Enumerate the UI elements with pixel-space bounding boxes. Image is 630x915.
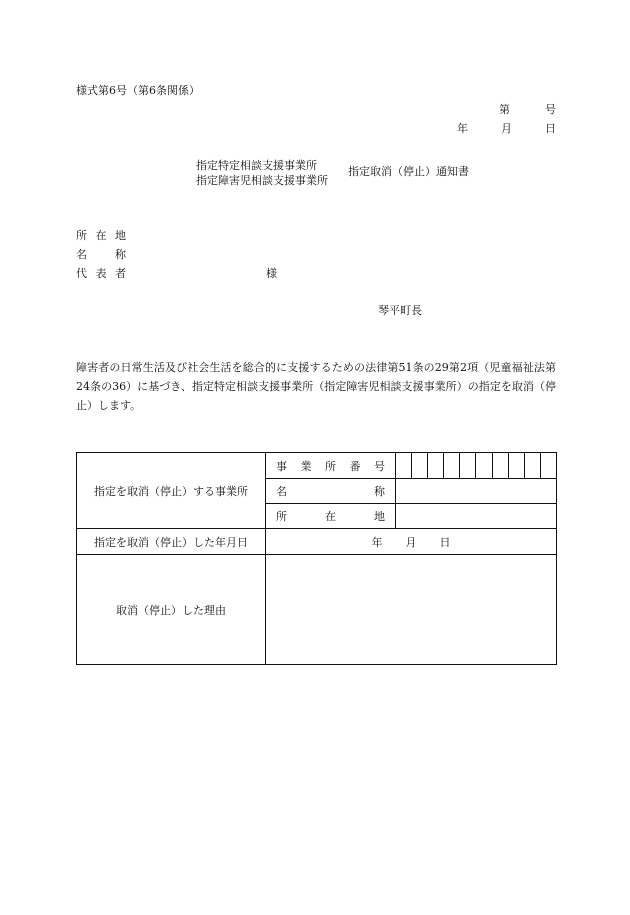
reason-value[interactable]	[266, 555, 557, 665]
office-address-value[interactable]	[396, 504, 557, 529]
office-name-value[interactable]	[396, 479, 557, 504]
title-line1: 指定特定相談支援事業所	[196, 159, 317, 172]
office-address-label: 所 在 地	[266, 504, 396, 529]
details-table	[76, 452, 557, 665]
document-number	[499, 103, 556, 117]
date-month: 月	[501, 122, 512, 135]
body-text: 障害者の日常生活及び社会生活を総合的に支援するための法律第51条の29第2項（児童福祉法第24条の36）に基づき、指定特定相談支援事業所（指定障害児相談支援事業所）の指定を取消（停止）します。	[76, 361, 556, 412]
address-label: 所 在 地	[76, 229, 126, 242]
number-suffix: 号	[545, 103, 556, 116]
action-date-value[interactable]: 年 月 日	[266, 529, 557, 555]
title-office-types	[196, 158, 328, 188]
issue-date	[457, 122, 556, 136]
representative-label: 代 表 者	[76, 267, 126, 280]
action-date-label: 指定を取消（停止）した年月日	[77, 529, 266, 555]
office-number-label: 事 業 所 番 号	[266, 453, 396, 479]
honorific: 様	[266, 267, 277, 280]
title-notice: 指定取消（停止）通知書	[348, 165, 469, 178]
form-id: 様式第6号（第6条関係）	[76, 84, 200, 97]
office-name-label: 名 称	[266, 479, 396, 504]
date-day: 日	[545, 122, 556, 135]
title-line2: 指定障害児相談支援事業所	[196, 174, 328, 187]
target-office-label: 指定を取消（停止）する事業所	[77, 453, 266, 529]
office-number-boxes[interactable]	[396, 453, 557, 479]
reason-label: 取消（停止）した理由	[77, 555, 266, 665]
number-prefix: 第	[499, 103, 510, 116]
name-label: 名 称	[76, 248, 126, 261]
date-year: 年	[457, 122, 468, 135]
sender: 琴平町長	[378, 304, 422, 317]
